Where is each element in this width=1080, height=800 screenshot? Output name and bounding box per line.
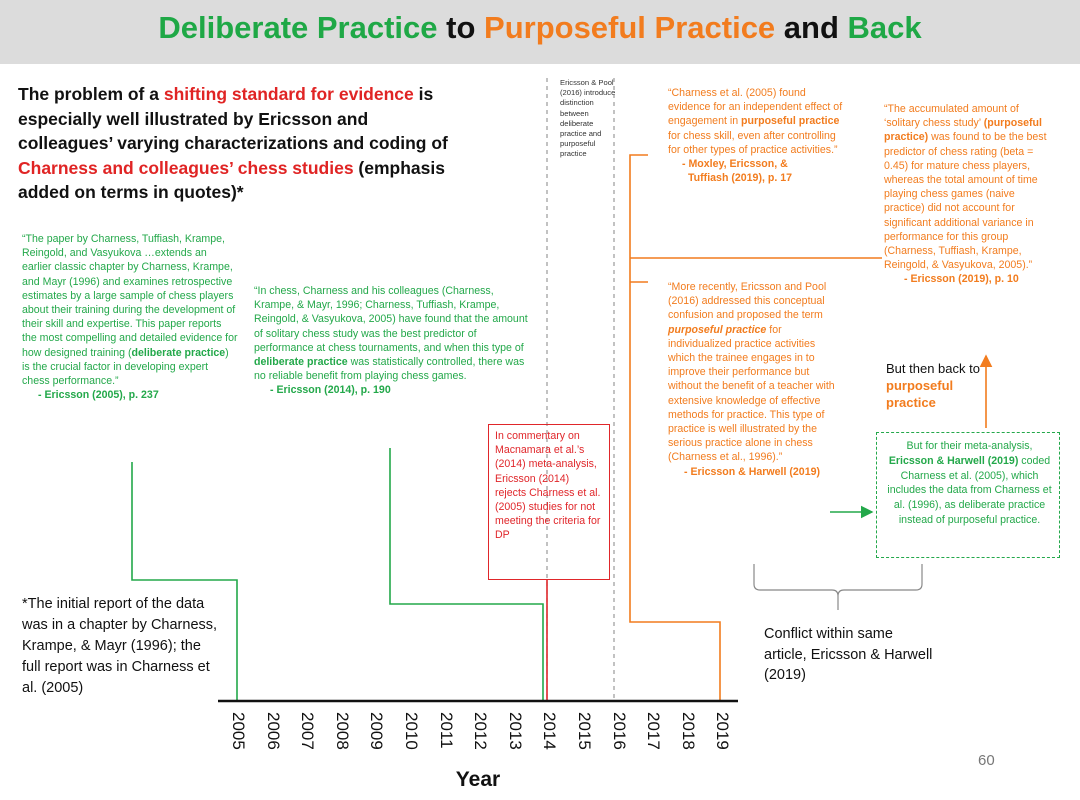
quote-ericsson-2014 [254, 284, 528, 398]
year-label-2008: 2008 [332, 712, 352, 750]
back-note-emphasis: purposeful practice [886, 378, 954, 410]
quote-harwell-citation: - Ericsson & Harwell (2019) [684, 465, 821, 478]
quote-ericsson-2005 [22, 232, 238, 402]
problem-text-2: is especially well illustrated by Ericsson and colleagues’ varying characterizations and coding of [18, 84, 448, 153]
year-label-2007: 2007 [298, 712, 318, 750]
year-label-2006: 2006 [263, 712, 283, 750]
quote-harwell-text-end: for individualized practice activities which the trainee engages in to improve their performance but without the benefit of a teacher with extensive knowledge of effective methods for practice. This type of practice is well illustrated by the serious practice alone in chess (Charness et al., 1996).” [668, 323, 835, 464]
quote-ericsson-2019 [884, 102, 1056, 287]
year-label-2009: 2009 [367, 712, 387, 750]
commentary-box: In commentary on Macnamara et al.’s (2014) meta-analysis, Ericsson (2014) rejects Charness et al. (2005) studies for not meeting the criteria for DP [488, 424, 610, 580]
meta-box-text: But for their meta-analysis, [906, 440, 1033, 452]
quote-2019-emphasis: (purposeful practice) [884, 117, 1042, 144]
quote-moxley-emphasis: purposeful practice [741, 115, 840, 128]
quote-moxley-text-end: for chess skill, even after controlling for other types of practice activities.” [668, 129, 838, 156]
footnote: *The initial report of the data was in a chapter by Charness, Krampe, & Mayr (1996); the full report was in Charness et al. (2005) [22, 596, 218, 696]
year-label-2017: 2017 [644, 712, 664, 750]
back-note-text: But then back to [886, 361, 980, 376]
quote-moxley-text: “Charness et al. (2005) found evidence for an independent effect of engagement in [668, 87, 843, 128]
quote-harwell-2019 [668, 280, 844, 479]
problem-highlight-1: shifting standard for evidence [163, 84, 414, 104]
axis-title: Year [455, 768, 501, 791]
year-label-2010: 2010 [402, 712, 421, 750]
quote-2005-citation: - Ericsson (2005), p. 237 [38, 389, 159, 402]
title-back: Back [847, 10, 922, 45]
quote-2014-text: “In chess, Charness and his colleagues (Charness, Krampe, & Mayr, 1996; Charness, Tuffiash, Krampe, Reingold, & Vasyukova, 2005) have found that the amount of solitary chess study was the best predictor of performance at chess tournaments, and when this type of [254, 285, 528, 354]
year-label-2011: 2011 [436, 712, 456, 749]
quote-2019-citation: - Ericsson (2019), p. 10 [904, 273, 1019, 286]
problem-text-1: The problem of a [18, 84, 164, 104]
quote-moxley-citation-2: Tuffiash (2019), p. 17 [688, 172, 793, 185]
meta-box-text-end: coded Charness et al. (2005), which includes the data from Charness et al. (1996), as deliberate practice instead of purposeful practice. [887, 454, 1052, 526]
problem-text-3: (emphasis added on terms in quotes)* [18, 157, 445, 202]
year-label-2018: 2018 [678, 712, 698, 750]
title-purposeful: Purposeful Practice [484, 10, 776, 45]
year-label-2005: 2005 [229, 712, 248, 750]
year-label-2015: 2015 [575, 712, 594, 750]
year-label-2012: 2012 [471, 712, 491, 750]
problem-highlight-2: Charness and colleagues’ chess studies [18, 157, 354, 178]
title-to: to [437, 10, 485, 45]
quote-2005-text-end: ) is the crucial factor in developing expert chess performance.” [22, 346, 229, 388]
title-and: and [775, 10, 848, 45]
year-label-2019: 2019 [713, 712, 733, 750]
quote-2014-text-end: was statistically controlled, there was no reliable benefit from playing chess games. [254, 356, 525, 383]
title-deliberate: Deliberate Practice [158, 10, 438, 45]
quote-2005-emphasis: deliberate practice [131, 346, 226, 359]
quote-moxley-citation-1: - Moxley, Ericsson, & [682, 158, 788, 171]
year-label-2014: 2014 [540, 712, 560, 750]
quote-2014-citation: - Ericsson (2014), p. 190 [270, 384, 391, 397]
page-number: 60 [978, 752, 995, 769]
quote-harwell-text: “More recently, Ericsson and Pool (2016) addressed this conceptual confusion and proposed the term [668, 281, 827, 322]
year-label-2016: 2016 [609, 712, 629, 750]
problem-statement [18, 82, 458, 205]
quote-harwell-emphasis: purposeful practice [668, 323, 767, 336]
quote-2014-emphasis: deliberate practice [254, 356, 348, 369]
quote-2005-text: “The paper by Charness, Tuffiash, Krampe, Reingold, and Vasyukova …extends an earlier classic chapter by Charness, Krampe, and Mayr (1996) and examines retrospective estimates by a large sample of chess players about their training during the development of their skill and expertise. This paper reports the most compelling and detailed evidence for how designed training ( [22, 233, 238, 359]
back-note [886, 360, 1006, 411]
quote-2019-text: “The accumulated amount of ‘solitary chess study’ [884, 103, 1019, 130]
meta-box-emphasis: Ericsson & Harwell (2019) [888, 454, 1019, 467]
conflict-note: Conflict within same article, Ericsson & Harwell (2019) [764, 626, 933, 683]
quote-moxley-2019 [668, 86, 846, 185]
pool-2016-note: Ericsson & Pool (2016) introduce distinction between deliberate practice and purposeful practice [560, 78, 616, 159]
quote-2019-text-end: was found to be the best predictor of chess rating (beta = 0.45) for mature chess players, whereas the total amount of time playing chess games (naive practice) did not account for significant additional variance in performance for this group (Charness, Tuffiash, Krampe, Reingold, & Vasyukova, 2005).” [884, 131, 1047, 272]
year-label-2013: 2013 [505, 712, 525, 750]
meta-analysis-box [876, 432, 1060, 558]
conflict-brace [754, 564, 922, 610]
